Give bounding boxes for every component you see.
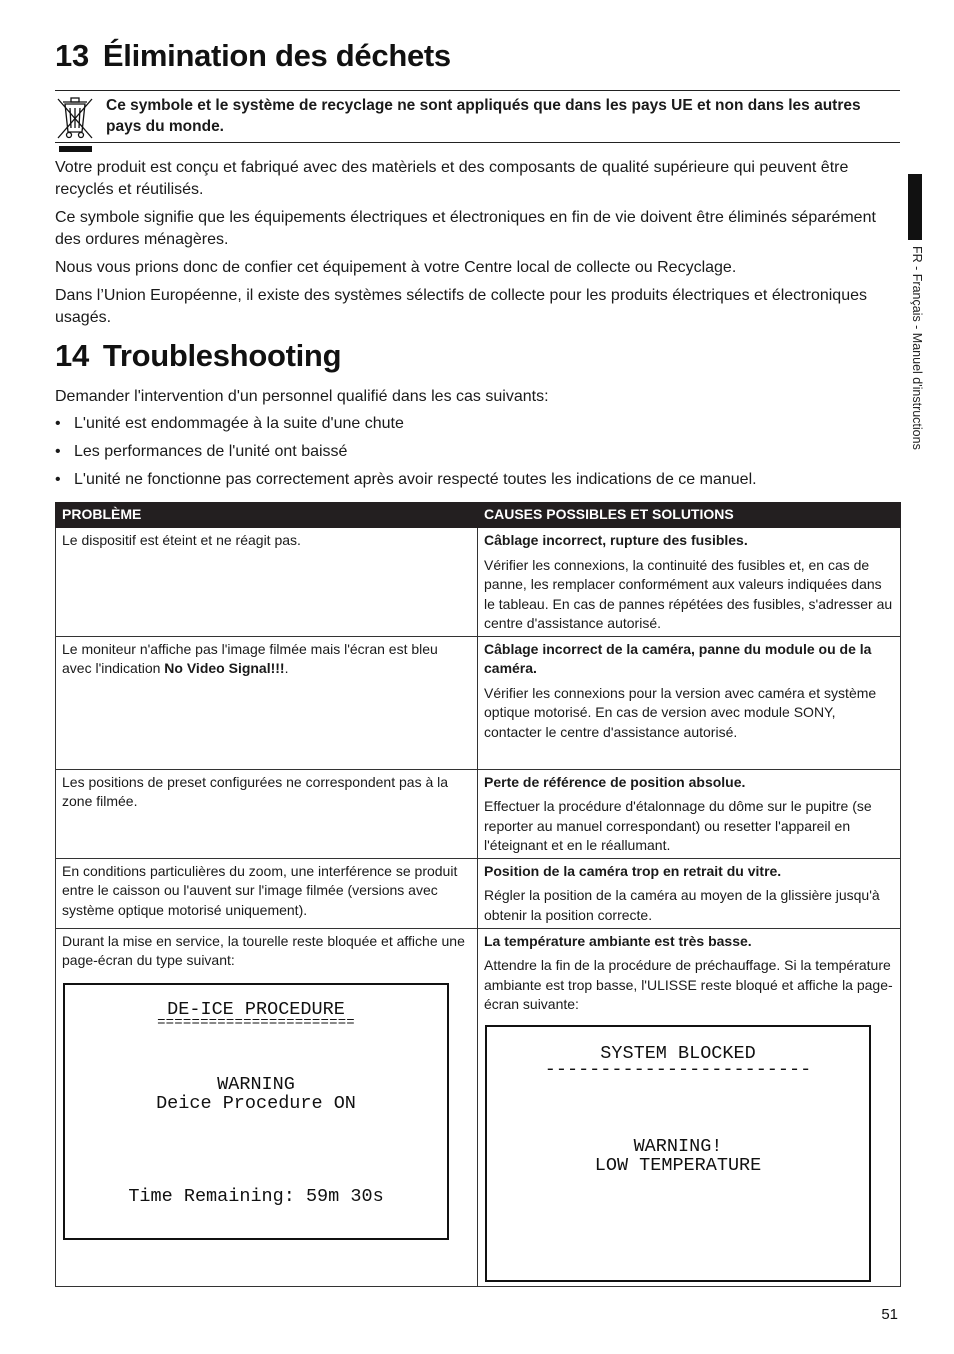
crossed-out-wheelie-bin-icon	[55, 96, 95, 142]
cause-title: La température ambiante est très basse.	[484, 932, 752, 949]
system-blocked-screen	[485, 1025, 871, 1282]
section-14-number: 14	[55, 338, 89, 373]
table-row	[56, 528, 901, 637]
screen-message: LOW TEMPERATURE	[594, 1154, 762, 1176]
table-row	[56, 858, 901, 928]
solution-cell	[478, 769, 901, 858]
notice-text: Ce symbole et le système de recyclage ne sont appliqués que dans les pays UE et non dans les autres pays du monde.	[106, 97, 861, 135]
screen-title: DE-ICE PROCEDURE	[167, 998, 345, 1020]
problem-text: Durant la mise en service, la tourelle reste bloquée et affiche une page-écran du type suivant:	[62, 932, 465, 968]
screen-rule: =======================	[157, 1014, 355, 1031]
section-14-title: Troubleshooting	[102, 338, 342, 373]
section-14-heading	[55, 338, 341, 374]
solution-cell	[478, 858, 901, 928]
problem-text-end: .	[284, 660, 289, 676]
list-item: • L'unité est endommagée à la suite d'une chute	[55, 413, 757, 441]
page-number: 51	[881, 1306, 898, 1323]
troubleshooting-intro: Demander l'intervention d'un personnel qualifié dans les cas suivants:	[55, 388, 549, 405]
problem-cell: En conditions particulières du zoom, une interférence se produit entre le caisson ou l'auvent sur l'image filmée (versions avec système optique motorisé uniquement).	[56, 858, 478, 928]
no-video-signal-text: No Video Signal!!!	[164, 660, 285, 676]
cause-title: Câblage incorrect, rupture des fusibles.	[484, 532, 748, 548]
solution-text: Attendre la fin de la procédure de préchauffage. Si la température ambiante est trop basse, l'ULISSE reste bloqué et affiche la page-écran suivante:	[484, 957, 893, 1012]
problem-cell: Les positions de preset configurées ne correspondent pas à la zone filmée.	[56, 769, 478, 858]
paragraph-symbol: Ce symbole signifie que les équipements électriques et électroniques en fin de vie doivent être éliminés séparément des ordures ménagères.	[55, 209, 876, 248]
paragraph-ue: Dans l’Union Européenne, il existe des systèmes sélectifs de collecte pour les produits électriques et électroniques usagés.	[55, 287, 867, 326]
section-13-number: 13	[55, 38, 89, 73]
screen-rule: ------------------------	[544, 1058, 812, 1080]
screen-message: Deice Procedure ON	[156, 1092, 356, 1114]
section-13-heading	[55, 38, 451, 74]
chapter-tab-marker	[908, 174, 922, 240]
problem-cell: Le dispositif est éteint et ne réagit pas.	[56, 528, 478, 637]
solution-cell	[478, 528, 901, 637]
problem-cell	[56, 928, 478, 1286]
list-item: • Les performances de l'unité ont baissé	[55, 441, 757, 469]
solution-cell	[478, 636, 901, 769]
solution-text: Effectuer la procédure d'étalonnage du dôme sur le pupitre (se reporter au manuel correspondant) ou resetter l'appareil en l'éteignant et en le réallumant.	[484, 798, 872, 853]
screen-title: SYSTEM BLOCKED	[600, 1042, 756, 1064]
sidebar-language-label: FR - Français - Manuel d'instructions	[910, 246, 924, 450]
screen-warning: WARNING	[217, 1073, 295, 1095]
table-header-row	[56, 503, 901, 528]
recycling-notice	[55, 90, 900, 143]
troubleshooting-table	[55, 502, 901, 1287]
problem-cell	[56, 636, 478, 769]
troubleshooting-bullets	[55, 413, 757, 497]
paragraph-confier: Nous vous prions donc de confier cet équipement à votre Centre local de collecte ou Recyclage.	[55, 259, 737, 276]
solution-text: Régler la position de la caméra au moyen de la glissière jusqu'à obtenir la position correcte.	[484, 887, 880, 923]
cause-title: Câblage incorrect de la caméra, panne du module ou de la caméra.	[484, 640, 872, 676]
table-row	[56, 928, 901, 1286]
cause-title: Perte de référence de position absolue.	[484, 773, 746, 790]
problem-text: Le moniteur n'affiche pas l'image filmée mais l'écran est bleu avec l'indication	[62, 640, 438, 676]
paragraph-recycle: Votre produit est conçu et fabriqué avec des matèriels et des composants de qualité supérieure qui peuvent être recyclés et réutilisés.	[55, 159, 849, 198]
list-item: • L'unité ne fonctionne pas correctement après avoir respecté toutes les indications de ce manuel.	[55, 469, 757, 497]
deice-procedure-screen	[63, 983, 449, 1240]
table-row	[56, 636, 901, 769]
section-13-title: Élimination des déchets	[102, 38, 451, 73]
solution-text: Vérifier les connexions pour la version avec caméra et système optique motorisé. En cas de version avec module SONY, contacter le centre d'assistance autorisé.	[484, 684, 877, 740]
solution-text: Vérifier les connexions, la continuité des fusibles et, en cas de panne, les remplacer conformément aux valeurs indiquées dans le tableau. En cas de pannes répétées des fusibles, s'adresser au centre d'assistance autorisé.	[484, 556, 893, 631]
screen-warning: WARNING!	[633, 1135, 723, 1157]
solution-cell	[478, 928, 901, 1286]
column-header-causes: CAUSES POSSIBLES ET SOLUTIONS	[478, 503, 901, 528]
column-header-probleme: PROBLÈME	[56, 503, 478, 528]
cause-title: Position de la caméra trop en retrait du vitre.	[484, 862, 782, 879]
screen-time-remaining: Time Remaining: 59m 30s	[128, 1185, 384, 1207]
table-row	[56, 769, 901, 858]
notice-bar-marker	[59, 146, 92, 152]
